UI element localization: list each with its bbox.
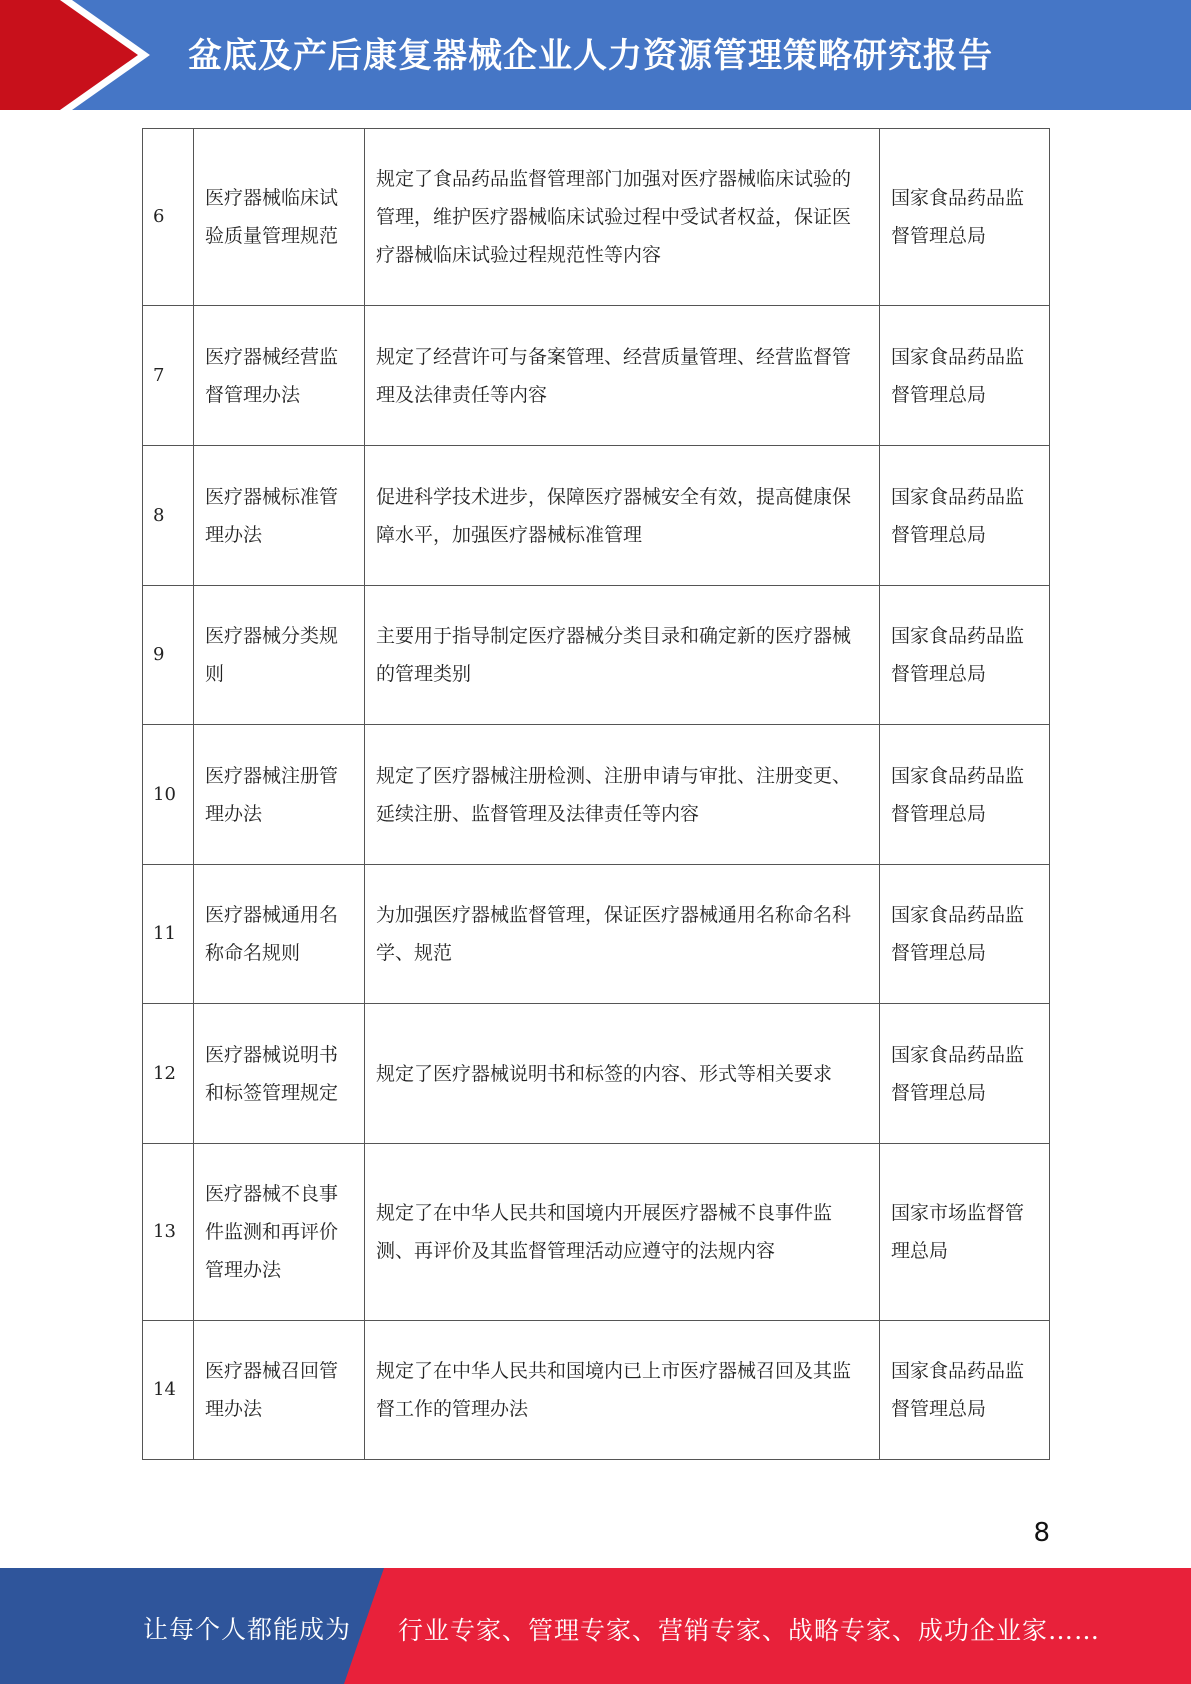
issuing-authority: 国家食品药品监督管理总局 <box>880 446 1050 586</box>
regulation-content: 为加强医疗器械监督管理，保证医疗器械通用名称命名科学、规范 <box>365 865 880 1004</box>
page-footer-banner <box>0 1568 1191 1684</box>
regulation-content: 规定了在中华人民共和国境内开展医疗器械不良事件监测、再评价及其监督管理活动应遵守的法规内容 <box>365 1144 880 1321</box>
issuing-authority: 国家食品药品监督管理总局 <box>880 865 1050 1004</box>
table-row <box>143 865 1050 1004</box>
issuing-authority: 国家食品药品监督管理总局 <box>880 725 1050 865</box>
row-number: 7 <box>143 306 194 446</box>
row-number: 8 <box>143 446 194 586</box>
table-row <box>143 129 1050 306</box>
table-row <box>143 586 1050 725</box>
table-row <box>143 1004 1050 1144</box>
footer-slogan-right: 行业专家、管理专家、营销专家、战略专家、成功企业家…… <box>398 1616 1101 1645</box>
row-number: 14 <box>143 1321 194 1460</box>
table-row <box>143 446 1050 586</box>
row-number: 9 <box>143 586 194 725</box>
regulation-name: 医疗器械临床试验质量管理规范 <box>194 129 365 306</box>
regulation-name: 医疗器械分类规则 <box>194 586 365 725</box>
table-row <box>143 725 1050 865</box>
regulation-name: 医疗器械通用名称命名规则 <box>194 865 365 1004</box>
row-number: 10 <box>143 725 194 865</box>
issuing-authority: 国家食品药品监督管理总局 <box>880 586 1050 725</box>
regulation-name: 医疗器械不良事件监测和再评价管理办法 <box>194 1144 365 1321</box>
regulation-name: 医疗器械说明书和标签管理规定 <box>194 1004 365 1144</box>
row-number: 12 <box>143 1004 194 1144</box>
row-number: 13 <box>143 1144 194 1321</box>
table-row <box>143 306 1050 446</box>
row-number: 6 <box>143 129 194 306</box>
regulation-content: 规定了医疗器械注册检测、注册申请与审批、注册变更、延续注册、监督管理及法律责任等内容 <box>365 725 880 865</box>
regulation-name: 医疗器械经营监督管理办法 <box>194 306 365 446</box>
issuing-authority: 国家食品药品监督管理总局 <box>880 129 1050 306</box>
regulation-content: 促进科学技术进步，保障医疗器械安全有效，提高健康保障水平，加强医疗器械标准管理 <box>365 446 880 586</box>
issuing-authority: 国家食品药品监督管理总局 <box>880 1321 1050 1460</box>
issuing-authority: 国家市场监督管理总局 <box>880 1144 1050 1321</box>
page-number: 8 <box>1033 1518 1050 1548</box>
regulation-name: 医疗器械召回管理办法 <box>194 1321 365 1460</box>
regulation-content: 主要用于指导制定医疗器械分类目录和确定新的医疗器械的管理类别 <box>365 586 880 725</box>
regulation-name: 医疗器械标准管理办法 <box>194 446 365 586</box>
table-row <box>143 1321 1050 1460</box>
table-row <box>143 1144 1050 1321</box>
regulation-content: 规定了医疗器械说明书和标签的内容、形式等相关要求 <box>365 1004 880 1144</box>
page-header-banner <box>0 0 1191 110</box>
regulation-content: 规定了经营许可与备案管理、经营质量管理、经营监督管理及法律责任等内容 <box>365 306 880 446</box>
regulation-content: 规定了在中华人民共和国境内已上市医疗器械召回及其监督工作的管理办法 <box>365 1321 880 1460</box>
header-chevron-icon <box>0 0 160 110</box>
row-number: 11 <box>143 865 194 1004</box>
regulation-name: 医疗器械注册管理办法 <box>194 725 365 865</box>
regulation-content: 规定了食品药品监督管理部门加强对医疗器械临床试验的管理，维护医疗器械临床试验过程中受试者权益，保证医疗器械临床试验过程规范性等内容 <box>365 129 880 306</box>
footer-slogan-left: 让每个人都能成为 <box>143 1615 352 1644</box>
issuing-authority: 国家食品药品监督管理总局 <box>880 1004 1050 1144</box>
issuing-authority: 国家食品药品监督管理总局 <box>880 306 1050 446</box>
regulations-table <box>142 128 1050 1460</box>
report-title: 盆底及产后康复器械企业人力资源管理策略研究报告 <box>188 36 993 76</box>
